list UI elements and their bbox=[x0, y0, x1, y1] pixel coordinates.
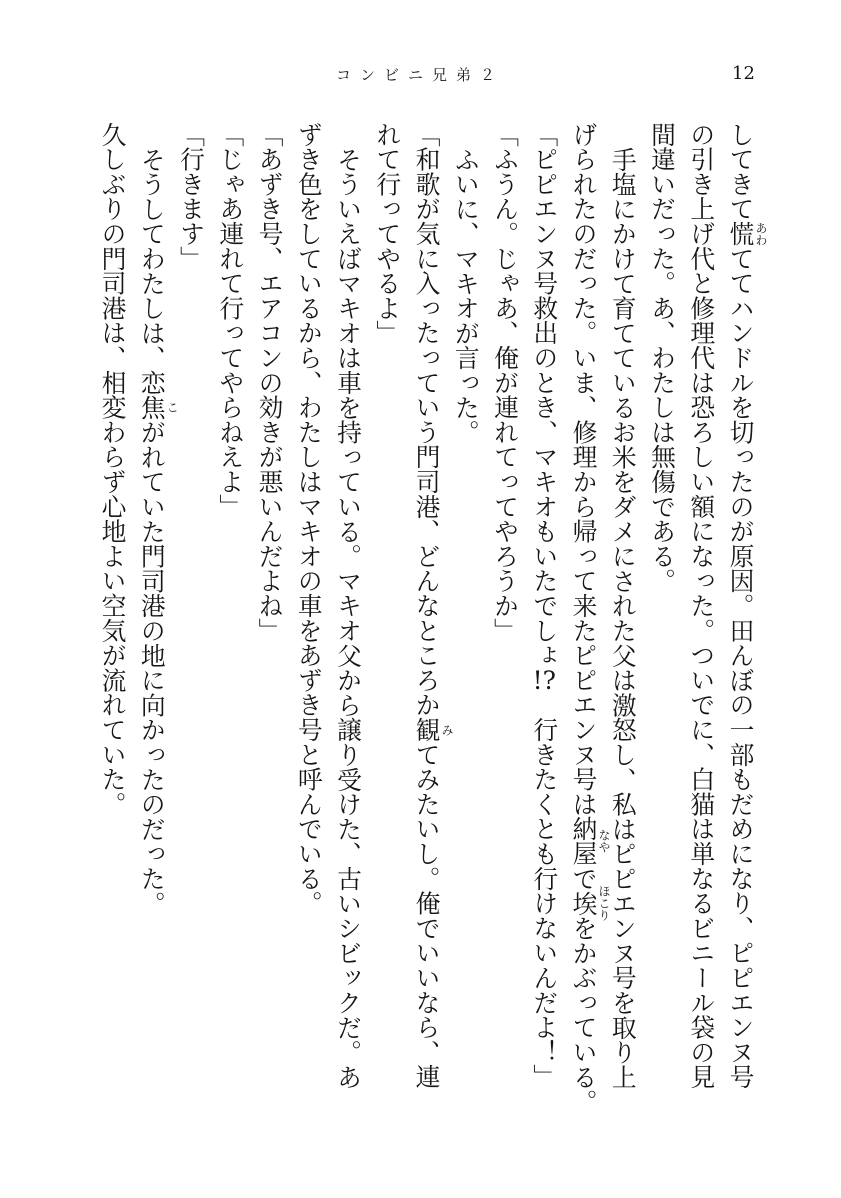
line-text: 「和歌が気に入ったっていう門司港、どんなところか bbox=[412, 122, 441, 718]
ruby-group bbox=[137, 394, 180, 420]
text-line bbox=[93, 122, 132, 1132]
text-line bbox=[642, 122, 681, 1132]
line-text: 手塩にかけて育てているお米をダメにされた父は激怒し、私はピピエンヌ号を取り上 bbox=[608, 146, 638, 1090]
text-line-paragraph-start bbox=[328, 122, 367, 1132]
ruby-reading: ほこり bbox=[597, 885, 611, 922]
text-line bbox=[289, 122, 328, 1132]
line-text: 久しぶりの門司港は、相変わらず心地よい空気が流れていた。 bbox=[98, 122, 127, 817]
line-text: てみたいし。俺でいいなら、連 bbox=[412, 742, 441, 1090]
line-text: 間違いだった。あ、わたしは無傷である。 bbox=[647, 122, 677, 594]
ruby-group bbox=[569, 885, 611, 922]
text-line-paragraph-start bbox=[446, 122, 485, 1132]
line-text: で bbox=[569, 866, 598, 891]
line-text: れて行ってやるよ」 bbox=[372, 122, 402, 346]
line-text: そうしてわたしは、恋 bbox=[137, 146, 167, 395]
text-line-paragraph-start bbox=[132, 122, 180, 1132]
line-text: 「あずき号、エアコンの効きが悪いんだよね」 bbox=[255, 122, 284, 643]
ruby-base: 観 bbox=[412, 717, 441, 743]
line-text: してきて bbox=[726, 122, 755, 222]
line-text: 「行きます」 bbox=[176, 122, 206, 271]
running-header-title: コンビニ兄弟２ bbox=[336, 66, 505, 84]
ruby-base: 焦 bbox=[137, 394, 167, 420]
line-text: げられたのだった。いま、修理から帰って来たピピエンヌ号は bbox=[569, 122, 598, 817]
ruby-base: 納屋 bbox=[569, 816, 598, 867]
ruby-reading: あわ bbox=[754, 221, 768, 246]
text-line-paragraph-start bbox=[603, 122, 642, 1132]
line-text: をかぶっている。 bbox=[569, 915, 598, 1115]
page-number: 12 bbox=[732, 63, 755, 84]
line-text: ずき色をしているから、わたしはマキオの車をあずき号と呼んでいる。 bbox=[294, 122, 324, 916]
line-text: がれていた門司港の地に向かったのだった。 bbox=[137, 419, 167, 916]
text-line bbox=[368, 122, 407, 1132]
line-text: 「ふうん。じゃあ、俺が連れてってやろうか」 bbox=[490, 122, 520, 643]
vertical-body-text bbox=[93, 122, 768, 1132]
line-text: ててハンドルを切ったのが原因。田んぼの一部もだめになり、ピピエンヌ号 bbox=[726, 246, 755, 1090]
line-text: 「じゃあ連れて行ってやらねえよ」 bbox=[215, 122, 245, 519]
line-text: 行きたくとも行けないんだよ！」 bbox=[529, 692, 559, 1090]
ruby-group bbox=[412, 717, 454, 743]
ruby-reading: なや bbox=[597, 829, 611, 854]
text-line bbox=[682, 122, 721, 1132]
line-text: 「ピピエンヌ号救出のとき、マキオもいたでしょ bbox=[529, 122, 559, 668]
text-line bbox=[721, 122, 768, 1132]
text-line bbox=[564, 122, 611, 1132]
text-line bbox=[211, 122, 250, 1132]
text-line bbox=[525, 122, 564, 1132]
text-line bbox=[250, 122, 289, 1132]
text-line bbox=[407, 122, 454, 1132]
ruby-reading: こ bbox=[165, 401, 180, 414]
line-text: そういえばマキオは車を持っている。マキオ父から譲り受けた、古いシビックだ。あ bbox=[333, 146, 363, 1090]
ruby-group bbox=[569, 816, 611, 867]
ruby-group bbox=[726, 221, 768, 247]
ruby-base: 慌 bbox=[726, 221, 755, 247]
line-text: の引き上げ代と修理代は恐ろしい額になった。ついでに、白猫は単なるビニール袋の見 bbox=[686, 122, 716, 1090]
ruby-base: 埃 bbox=[569, 890, 598, 916]
ruby-reading: み bbox=[440, 723, 454, 736]
text-line bbox=[171, 122, 210, 1132]
tate-chu-yoko-mark: !? bbox=[532, 667, 556, 693]
text-line bbox=[485, 122, 524, 1132]
line-text: ふいに、マキオが言った。 bbox=[451, 146, 481, 445]
